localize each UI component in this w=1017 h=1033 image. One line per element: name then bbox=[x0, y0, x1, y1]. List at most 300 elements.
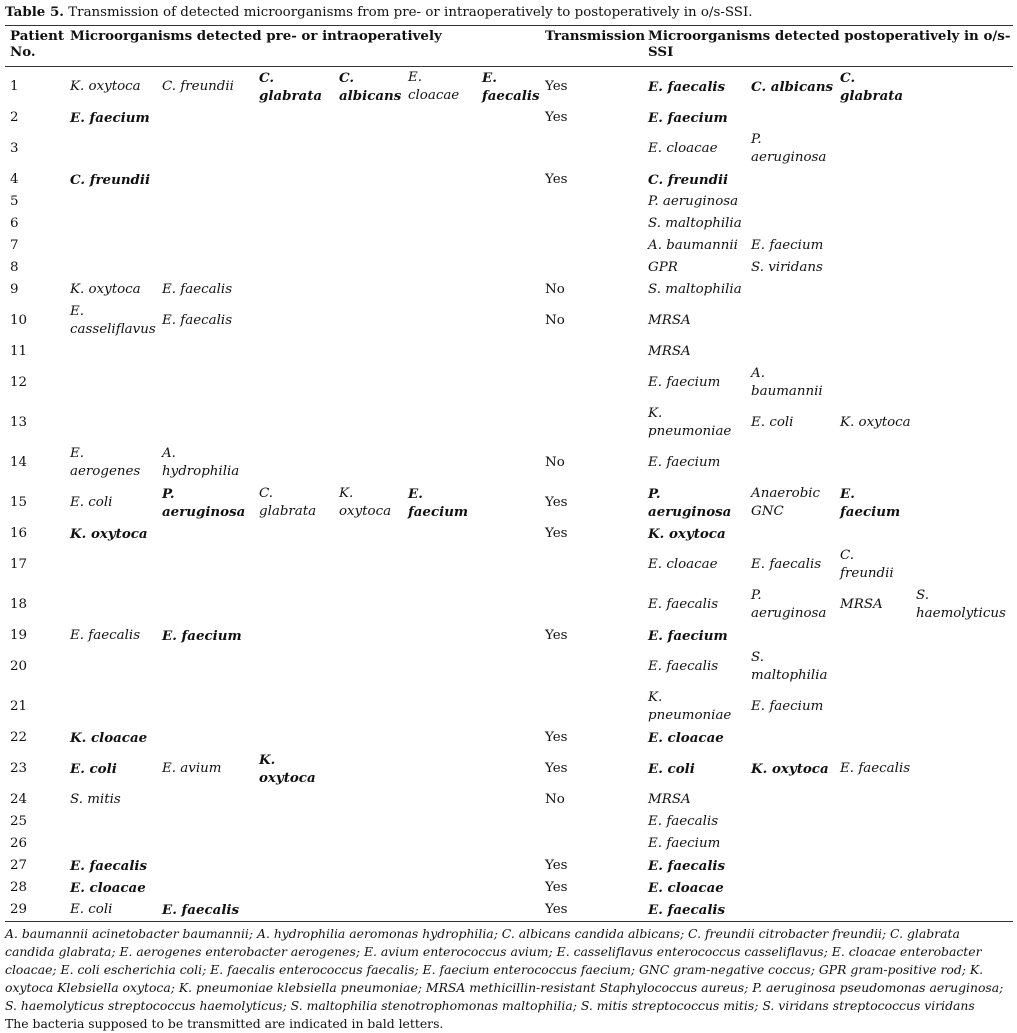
pre-organism bbox=[403, 129, 477, 169]
pre-organism bbox=[334, 625, 403, 647]
transmission-value bbox=[540, 833, 643, 855]
post-organism bbox=[835, 687, 911, 727]
patient-number: 23 bbox=[10, 761, 28, 776]
transmission-value bbox=[540, 811, 643, 833]
pre-organism bbox=[477, 833, 540, 855]
pre-organism bbox=[254, 107, 334, 129]
pre-organism bbox=[157, 213, 254, 235]
table-row bbox=[5, 67, 1013, 108]
pre-organism bbox=[403, 899, 477, 922]
post-organism bbox=[911, 545, 1013, 585]
patient-number: 3 bbox=[10, 141, 19, 156]
post-organism bbox=[911, 647, 1013, 687]
table-row bbox=[5, 833, 1013, 855]
pre-organism bbox=[477, 899, 540, 922]
pre-organism bbox=[65, 341, 157, 363]
patient-number: 21 bbox=[10, 699, 28, 714]
post-organism: A. baumannii bbox=[751, 366, 823, 399]
transmission-value: Yes bbox=[545, 495, 568, 510]
post-organism bbox=[835, 279, 911, 301]
pre-organism bbox=[403, 647, 477, 687]
header-pre-intraoperative: Microorganisms detected pre- or intraoperatively bbox=[65, 26, 540, 64]
patient-number: 5 bbox=[10, 194, 19, 209]
pre-organism bbox=[65, 647, 157, 687]
pre-organism bbox=[254, 545, 334, 585]
pre-organism bbox=[157, 833, 254, 855]
post-organism bbox=[911, 67, 1013, 108]
post-organism bbox=[835, 625, 911, 647]
post-organism bbox=[911, 191, 1013, 213]
table-row bbox=[5, 363, 1013, 403]
pre-organism bbox=[403, 749, 477, 789]
pre-organism bbox=[477, 235, 540, 257]
pre-organism bbox=[403, 811, 477, 833]
post-organism bbox=[746, 811, 835, 833]
pre-organism bbox=[157, 257, 254, 279]
pre-organism bbox=[334, 169, 403, 191]
pre-organism bbox=[403, 279, 477, 301]
transmission-value bbox=[540, 585, 643, 625]
post-organism bbox=[835, 129, 911, 169]
post-organism bbox=[911, 727, 1013, 749]
post-organism: E. faecalis bbox=[840, 761, 911, 776]
patient-number: 29 bbox=[5, 899, 65, 922]
pre-organism bbox=[254, 899, 334, 922]
post-organism bbox=[911, 833, 1013, 855]
table-row bbox=[5, 523, 1013, 545]
pre-organism bbox=[65, 213, 157, 235]
pre-organism bbox=[157, 727, 254, 749]
pre-organism bbox=[477, 727, 540, 749]
post-organism: K. oxytoca bbox=[840, 415, 911, 430]
post-organism bbox=[746, 727, 835, 749]
transmission-value bbox=[540, 647, 643, 687]
table-row bbox=[5, 483, 1013, 523]
table-row bbox=[5, 129, 1013, 169]
post-organism: P. aeruginosa bbox=[648, 194, 739, 209]
pre-organism bbox=[334, 279, 403, 301]
bold-letters-note: The bacteria supposed to be transmitted are indicated in bald letters. bbox=[5, 1016, 444, 1031]
post-organism bbox=[835, 213, 911, 235]
post-organism: E. faecalis bbox=[648, 814, 719, 829]
post-organism bbox=[911, 107, 1013, 129]
transmission-value: Yes bbox=[545, 110, 568, 125]
table-row bbox=[5, 169, 1013, 191]
post-organism: E. faecalis bbox=[648, 659, 719, 674]
pre-organism bbox=[403, 213, 477, 235]
pre-organism bbox=[334, 403, 403, 443]
post-organism bbox=[746, 443, 835, 483]
pre-organism bbox=[403, 169, 477, 191]
patient-number: 19 bbox=[10, 628, 28, 643]
post-organism: E. cloacae bbox=[648, 880, 724, 896]
table-row bbox=[5, 647, 1013, 687]
pre-organism bbox=[477, 363, 540, 403]
transmission-value bbox=[540, 213, 643, 235]
table-row bbox=[5, 855, 1013, 877]
pre-organism bbox=[403, 625, 477, 647]
pre-organism: C. freundii bbox=[70, 172, 151, 188]
post-organism: E. faecium bbox=[840, 486, 901, 520]
post-organism: E. faecium bbox=[751, 699, 824, 714]
pre-organism bbox=[254, 301, 334, 341]
post-organism bbox=[835, 191, 911, 213]
pre-organism bbox=[477, 687, 540, 727]
patient-number: 28 bbox=[10, 880, 28, 895]
pre-organism: E. faecalis bbox=[157, 899, 254, 922]
pre-organism bbox=[334, 789, 403, 811]
table-row bbox=[5, 191, 1013, 213]
pre-organism bbox=[254, 257, 334, 279]
pre-organism bbox=[65, 191, 157, 213]
post-organism bbox=[911, 789, 1013, 811]
pre-organism bbox=[477, 191, 540, 213]
post-organism bbox=[911, 811, 1013, 833]
post-organism: P. aeruginosa bbox=[648, 486, 732, 520]
pre-organism bbox=[65, 363, 157, 403]
pre-organism: K. cloacae bbox=[70, 730, 148, 746]
pre-organism bbox=[334, 129, 403, 169]
pre-organism bbox=[157, 789, 254, 811]
pre-organism bbox=[403, 855, 477, 877]
pre-organism bbox=[334, 363, 403, 403]
post-organism: E. faecium bbox=[648, 375, 721, 390]
post-organism bbox=[835, 647, 911, 687]
table-row bbox=[5, 749, 1013, 789]
post-organism bbox=[911, 129, 1013, 169]
patient-number: 12 bbox=[10, 375, 28, 390]
post-organism: E. faecalis bbox=[751, 557, 822, 572]
table-row bbox=[5, 789, 1013, 811]
patient-number: 18 bbox=[10, 597, 28, 612]
patient-number: 16 bbox=[10, 526, 28, 541]
pre-organism bbox=[254, 129, 334, 169]
patient-number: 15 bbox=[10, 495, 28, 510]
transmission-value: Yes bbox=[545, 880, 568, 895]
pre-organism bbox=[403, 523, 477, 545]
transmission-value: No bbox=[545, 282, 565, 297]
microorganism-table bbox=[5, 25, 1013, 922]
pre-organism bbox=[477, 403, 540, 443]
pre-organism bbox=[254, 727, 334, 749]
patient-number: 4 bbox=[10, 172, 19, 187]
pre-organism bbox=[157, 107, 254, 129]
transmission-value: Yes bbox=[540, 899, 643, 922]
pre-organism bbox=[403, 107, 477, 129]
post-organism bbox=[911, 483, 1013, 523]
post-organism: C. freundii bbox=[648, 172, 729, 188]
post-organism: E. faecalis bbox=[648, 79, 726, 95]
pre-organism bbox=[65, 235, 157, 257]
post-organism: K. pneumoniae bbox=[648, 406, 732, 439]
pre-organism bbox=[254, 341, 334, 363]
pre-organism: K. oxytoca bbox=[70, 526, 148, 542]
pre-organism bbox=[254, 403, 334, 443]
transmission-value bbox=[540, 687, 643, 727]
pre-organism bbox=[334, 523, 403, 545]
post-organism: C. albicans bbox=[751, 79, 834, 95]
pre-organism bbox=[65, 811, 157, 833]
pre-organism bbox=[403, 585, 477, 625]
patient-number: 27 bbox=[10, 858, 28, 873]
header-postoperative: Microorganisms detected postoperatively in o/s-SSI bbox=[643, 26, 1013, 64]
post-organism: E. faecium bbox=[648, 836, 721, 851]
pre-organism bbox=[254, 235, 334, 257]
pre-organism bbox=[477, 749, 540, 789]
post-organism bbox=[911, 687, 1013, 727]
table-row bbox=[5, 687, 1013, 727]
pre-organism bbox=[334, 877, 403, 899]
pre-organism bbox=[403, 833, 477, 855]
patient-number: 6 bbox=[10, 216, 19, 231]
pre-organism: E. avium bbox=[162, 761, 222, 776]
pre-organism bbox=[334, 899, 403, 922]
pre-organism: C. glabrata bbox=[259, 70, 323, 104]
pre-organism bbox=[334, 443, 403, 483]
post-organism: S. maltophilia bbox=[648, 282, 742, 297]
pre-organism: E. faecalis bbox=[162, 313, 233, 328]
pre-organism: K. oxytoca bbox=[70, 282, 141, 297]
post-organism: E. faecium bbox=[751, 238, 824, 253]
pre-organism bbox=[334, 257, 403, 279]
pre-organism: A. hydrophilia bbox=[162, 446, 240, 479]
post-organism bbox=[746, 279, 835, 301]
transmission-value: Yes bbox=[545, 858, 568, 873]
pre-organism bbox=[477, 877, 540, 899]
pre-organism bbox=[254, 647, 334, 687]
pre-organism bbox=[65, 403, 157, 443]
pre-organism bbox=[334, 213, 403, 235]
table-row bbox=[5, 625, 1013, 647]
pre-organism bbox=[254, 687, 334, 727]
transmission-value: Yes bbox=[545, 79, 568, 94]
pre-organism bbox=[334, 749, 403, 789]
patient-number: 1 bbox=[10, 79, 19, 94]
document bbox=[5, 3, 1013, 1033]
transmission-value: No bbox=[545, 455, 565, 470]
pre-organism bbox=[477, 523, 540, 545]
post-organism: K. pneumoniae bbox=[648, 690, 732, 723]
post-organism bbox=[835, 341, 911, 363]
pre-organism bbox=[334, 107, 403, 129]
table-row bbox=[5, 107, 1013, 129]
pre-organism bbox=[477, 341, 540, 363]
pre-organism: E. faecium bbox=[70, 110, 150, 126]
post-organism: MRSA bbox=[840, 597, 883, 612]
pre-organism bbox=[157, 811, 254, 833]
pre-organism bbox=[477, 789, 540, 811]
post-organism: E. faecium bbox=[648, 628, 728, 644]
pre-organism bbox=[477, 585, 540, 625]
post-organism: E. faecalis bbox=[648, 597, 719, 612]
post-organism bbox=[835, 833, 911, 855]
pre-organism bbox=[477, 129, 540, 169]
table-row bbox=[5, 257, 1013, 279]
transmission-value: Yes bbox=[545, 526, 568, 541]
table-row bbox=[5, 213, 1013, 235]
pre-organism bbox=[403, 443, 477, 483]
post-organism bbox=[911, 301, 1013, 341]
pre-organism bbox=[334, 811, 403, 833]
pre-organism: E. faecalis bbox=[70, 628, 141, 643]
pre-organism bbox=[65, 257, 157, 279]
post-organism bbox=[835, 235, 911, 257]
post-organism bbox=[835, 363, 911, 403]
abbreviations-footnote: A. baumannii acinetobacter baumannii; A. hydrophilia aeromonas hydrophilia; C. albicans candida albicans; C. freundii citrobacter freundii; C. glabrata candida glabrata; E. aerogenes enterobacter aerogenes; E. avium enterococcus avium; E. casseliflavus enterococcus casseliflavus; E. cloacae enterobacter cloacae; E. coli escherichia coli; E. faecalis enterococcus faecalis; E. faecium enterococcus faecium; GNC gram-negative coccus; GPR gram-positive rod; K. oxytoca Klebsiella oxytoca; K. pneumoniae klebsiella pneumoniae; MRSA methicillin-resistant Staphylococcus aureus; P. aeruginosa pseudomonas aeruginosa; S. haemolyticus streptococcus haemolyticus; S. maltophilia stenotrophomonas maltophilia; S. mitis streptococcus mitis; S. viridans streptococcus viridans bbox=[5, 926, 1004, 1013]
post-organism: C. freundii bbox=[840, 548, 894, 581]
patient-number: 24 bbox=[10, 792, 28, 807]
pre-organism bbox=[334, 301, 403, 341]
pre-organism bbox=[334, 855, 403, 877]
pre-organism: E. coli bbox=[65, 899, 157, 922]
post-organism: MRSA bbox=[648, 313, 691, 328]
pre-organism bbox=[334, 341, 403, 363]
pre-organism bbox=[334, 687, 403, 727]
post-organism: E. coli bbox=[751, 415, 794, 430]
pre-organism bbox=[65, 687, 157, 727]
pre-organism bbox=[254, 877, 334, 899]
post-organism bbox=[835, 301, 911, 341]
post-organism: E. cloacae bbox=[648, 730, 724, 746]
post-organism bbox=[746, 301, 835, 341]
pre-organism bbox=[254, 443, 334, 483]
pre-organism: E. casseliflavus bbox=[70, 304, 156, 337]
table-row bbox=[5, 811, 1013, 833]
post-organism bbox=[835, 107, 911, 129]
pre-organism bbox=[403, 403, 477, 443]
transmission-value bbox=[540, 341, 643, 363]
pre-organism bbox=[157, 403, 254, 443]
pre-organism: C. glabrata bbox=[259, 486, 317, 519]
pre-organism bbox=[157, 363, 254, 403]
pre-organism bbox=[254, 625, 334, 647]
pre-organism: K. oxytoca bbox=[70, 79, 141, 94]
table-row bbox=[5, 279, 1013, 301]
patient-number: 26 bbox=[10, 836, 28, 851]
pre-organism bbox=[403, 341, 477, 363]
post-organism: K. oxytoca bbox=[751, 761, 829, 777]
pre-organism bbox=[157, 341, 254, 363]
post-organism bbox=[835, 727, 911, 749]
pre-organism: E. cloacae bbox=[408, 70, 460, 103]
post-organism: S. maltophilia bbox=[648, 216, 742, 231]
pre-organism bbox=[65, 585, 157, 625]
header-row bbox=[5, 26, 1013, 64]
table-row bbox=[5, 403, 1013, 443]
post-organism bbox=[746, 877, 835, 899]
table-row bbox=[5, 443, 1013, 483]
pre-organism bbox=[65, 129, 157, 169]
post-organism bbox=[835, 899, 911, 922]
pre-organism bbox=[477, 483, 540, 523]
patient-number: 20 bbox=[10, 659, 28, 674]
table-row bbox=[5, 235, 1013, 257]
transmission-value: No bbox=[545, 313, 565, 328]
post-organism bbox=[746, 789, 835, 811]
pre-organism bbox=[477, 443, 540, 483]
post-organism: S. maltophilia bbox=[751, 650, 828, 683]
post-organism bbox=[911, 625, 1013, 647]
post-organism: GPR bbox=[648, 260, 678, 275]
pre-organism: E. coli bbox=[70, 495, 113, 510]
pre-organism bbox=[403, 301, 477, 341]
pre-organism bbox=[477, 855, 540, 877]
pre-organism bbox=[477, 811, 540, 833]
post-organism bbox=[746, 341, 835, 363]
pre-organism: C. freundii bbox=[162, 79, 234, 94]
pre-organism bbox=[254, 789, 334, 811]
patient-number: 9 bbox=[10, 282, 19, 297]
pre-organism bbox=[477, 301, 540, 341]
pre-organism bbox=[157, 235, 254, 257]
pre-organism bbox=[254, 855, 334, 877]
pre-organism bbox=[403, 235, 477, 257]
post-organism bbox=[911, 341, 1013, 363]
post-organism bbox=[911, 235, 1013, 257]
pre-organism bbox=[157, 545, 254, 585]
post-organism: K. oxytoca bbox=[648, 526, 726, 542]
pre-organism bbox=[157, 191, 254, 213]
table-row bbox=[5, 301, 1013, 341]
pre-organism bbox=[477, 169, 540, 191]
pre-organism bbox=[254, 833, 334, 855]
post-organism bbox=[835, 443, 911, 483]
patient-number: 13 bbox=[10, 415, 28, 430]
pre-organism bbox=[65, 545, 157, 585]
pre-organism: K. oxytoca bbox=[259, 752, 316, 786]
pre-organism bbox=[334, 191, 403, 213]
pre-organism bbox=[157, 523, 254, 545]
patient-number: 14 bbox=[10, 455, 28, 470]
pre-organism bbox=[254, 811, 334, 833]
post-organism: E. cloacae bbox=[648, 557, 718, 572]
post-organism bbox=[746, 191, 835, 213]
post-organism bbox=[911, 257, 1013, 279]
post-organism: E. faecium bbox=[648, 455, 721, 470]
pre-organism bbox=[254, 279, 334, 301]
pre-organism bbox=[334, 235, 403, 257]
table-row bbox=[5, 727, 1013, 749]
transmission-value: No bbox=[545, 792, 565, 807]
pre-organism bbox=[477, 213, 540, 235]
post-organism bbox=[911, 443, 1013, 483]
pre-organism bbox=[477, 279, 540, 301]
pre-organism: E. faecium bbox=[408, 486, 469, 520]
post-organism bbox=[746, 107, 835, 129]
pre-organism bbox=[403, 363, 477, 403]
post-organism: E. faecalis bbox=[643, 899, 746, 922]
post-organism bbox=[835, 789, 911, 811]
patient-number: 2 bbox=[10, 110, 19, 125]
post-organism: E. coli bbox=[648, 761, 695, 777]
pre-organism bbox=[403, 257, 477, 279]
table-row bbox=[5, 877, 1013, 899]
pre-organism: E. faecalis bbox=[70, 858, 148, 874]
transmission-value: Yes bbox=[545, 628, 568, 643]
pre-organism bbox=[403, 545, 477, 585]
pre-organism bbox=[403, 789, 477, 811]
post-organism: E. faecalis bbox=[648, 858, 726, 874]
transmission-value: Yes bbox=[545, 730, 568, 745]
post-organism: E. faecium bbox=[648, 110, 728, 126]
pre-organism bbox=[477, 545, 540, 585]
pre-organism bbox=[403, 191, 477, 213]
table-row bbox=[5, 341, 1013, 363]
pre-organism: E. faecalis bbox=[162, 282, 233, 297]
pre-organism bbox=[157, 169, 254, 191]
pre-organism bbox=[334, 585, 403, 625]
post-organism: C. glabrata bbox=[840, 70, 904, 104]
